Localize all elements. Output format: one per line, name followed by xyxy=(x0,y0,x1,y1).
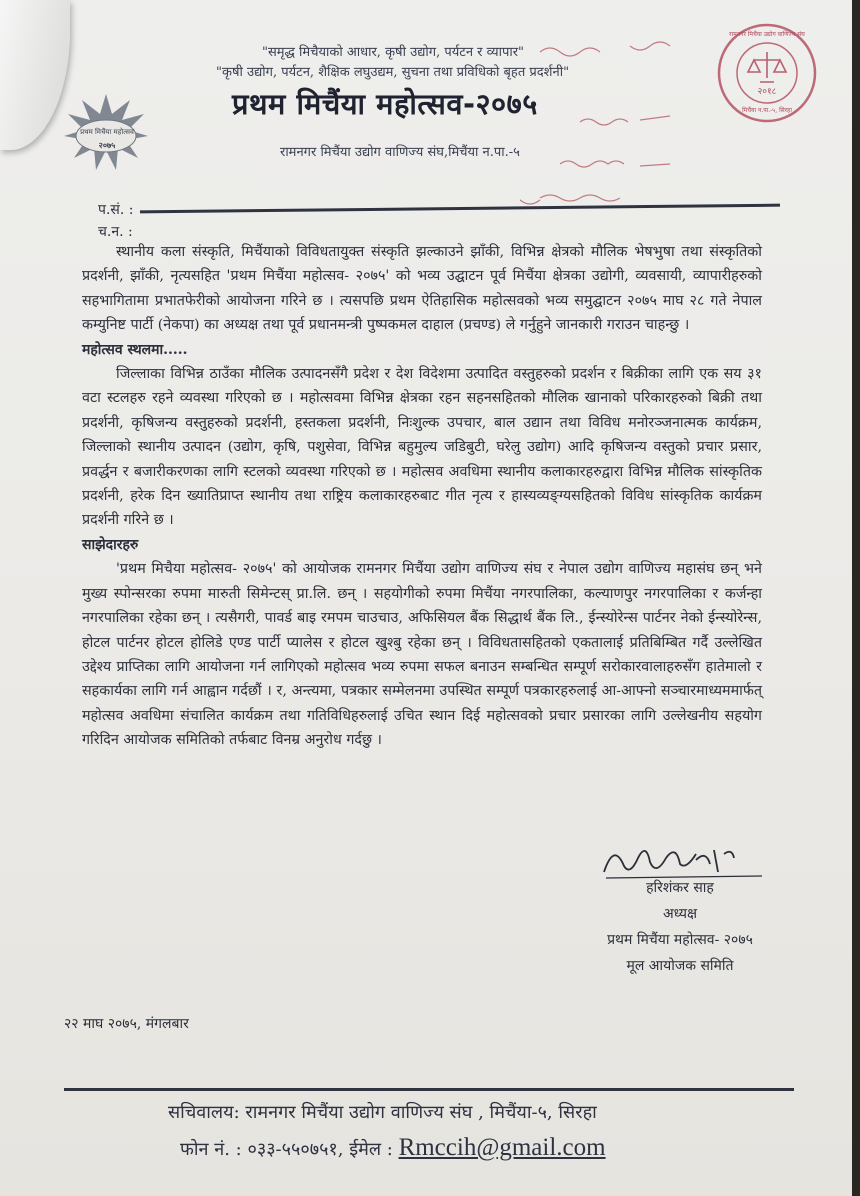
venue-paragraph: जिल्लाका विभिन्न ठाउँका मौलिक उत्पादनसँगै प्रदेश र देश विदेशमा उत्पादित वस्तुहरुको प्रदर्शन र बिक्रीका लागि एक सय ३१ वटा स्टलहरु रहने व्यवस्था गरिएको छ । महोत्सवमा विभिन्न क्षेत्रका रहन सहनसहितको मौलिक खानाको परिकारहरुको बिक्री तथा प्रदर्शनी, कृषिजन्य वस्तुहरुको प्रदर्शनी, हस्तकला प्रदर्शनी, निःशुल्क उपचार, बाल उद्यान तथा विविध मनोरञ्जनात्मक कार्यक्रम, जिल्लाको स्थानीय उत्पादन (उद्योग, कृषि, पशुसेवा, विभिन्न बहुमुल्य जडिबुटी, घरेलु उद्योग) आदि कृषिजन्य वस्तुको प्रचार प्रसार, प्रवर्द्धन र बजारीकरणका लागि स्टलको व्यवस्था गरिएको छ । महोत्सव अवधिमा स्थानीय कलाकारहरुद्वारा विभिन्न मौलिक सांस्कृतिक प्रदर्शनी, हरेक दिन ख्यातिप्राप्त स्थानीय तथा राष्ट्रिय कलाकारहरुबाट गीत नृत्य र हास्यव्यङ्ग्यसहितको विविध सांस्कृतिक कार्यक्रम प्रदर्शनी गरिने छ । xyxy=(82,366,762,529)
letter-body xyxy=(82,240,762,753)
signatory-name: हरिशंकर साह xyxy=(646,880,714,896)
intro-paragraph: स्थानीय कला संस्कृति, मिचैंयाको विविधतायुक्त संस्कृति झल्काउने झाँकी, विभिन्न क्षेत्रको मौलिक भेषभुषा तथा संस्कृतिको प्रदर्शनी, झाँकी, नृत्यसहित 'प्रथम मिचैंया महोत्सव- २०७५' को भव्य उद्घाटन पूर्व मिचैंया क्षेत्रका उद्योगी, व्यवसायी, व्यापारीहरुको सहभागितामा प्रभातफेरीको आयोजना गरिने छ । त्यसपछि प्रथम ऐतिहासिक महोत्सवको भव्य समुद्घाटन २०७५ माघ २८ गते नेपाल कम्युनिष्ट पार्टी (नेकपा) का अध्यक्ष तथा पूर्व प्रधानमन्त्री पुष्पकमल दाहाल (प्रचण्ड) ले गर्नुहुने जानकारी गराउन चाहन्छु । xyxy=(82,244,762,334)
footer-divider xyxy=(64,1088,794,1091)
signatory-event: प्रथम मिचैंया महोत्सव- २०७५ xyxy=(607,932,753,948)
handwritten-scribbles-icon xyxy=(520,40,720,210)
signature-icon xyxy=(596,840,766,882)
seal-year: २०१८ xyxy=(757,87,777,97)
venue-heading: महोत्सव स्थलमा..... xyxy=(82,341,188,358)
motto-line-2: "कृषी उद्योग, पर्यटन, शैक्षिक लघुउद्यम, सुचना तथा प्रविधिको बृहत प्रदर्शनी" xyxy=(216,65,570,80)
signatory-committee: मूल आयोजक समिति xyxy=(626,958,734,974)
organizer-subtitle: रामनगर मिचैंया उद्योग वाणिज्य संघ,मिचैंया न.पा.-५ xyxy=(280,145,520,160)
footer-phone: फोन नं. : ०३३-५५०७५१, ईमेल : xyxy=(180,1139,393,1160)
logo-left-text: प्रथम मिचैंया महोत्सव xyxy=(80,128,134,136)
motto-line-1: "समृद्ध मिचैयाको आधार, कृषी उद्योग, पर्यटन र व्यापार" xyxy=(262,45,525,60)
seal-text-bottom: मिचैंया न.पा.-५, सिरहा xyxy=(742,107,792,114)
chalani-label: च.न. : xyxy=(98,224,133,240)
footer-email[interactable]: Rmccih@gmail.com xyxy=(398,1134,606,1161)
page-title: प्रथम मिचैंया महोत्सव-२०७५ xyxy=(232,87,538,121)
partners-paragraph: 'प्रथम मिचैया महोत्सव- २०७५' को आयोजक रामनगर मिचैंया उद्योग वाणिज्य संघ र नेपाल उद्योग वाणिज्य महासंघ छन् भने मुख्य स्पोन्सरका रुपमा मारुती सिमेन्टस् प्रा.लि. छन् । सहयोगीको रुपमा मिचैंया नगरपालिका, कल्याणपुर नगरपालिका र कर्जन्हा नगरपालिका रहेका छन् । त्यसैगरी, पावर्ड बाइ रमपम चाउचाउ, अफिसियल बैंक सिद्धार्थ बैंक लि., ईन्स्योरेन्स पार्टनर नेको ईन्स्योरेन्स, होटल पार्टनर होटल होलिडे एण्ड पार्टी प्यालेस र होटल खुश्बु रहेका छन् । विविधतासहितको एकतालाई प्रतिबिम्बित गर्दै उल्लेखित उद्देश्य प्राप्तिका लागि आयोजना गर्न लागिएको महोत्सव भव्य रुपमा सफल बनाउन सम्बन्धित सम्पूर्ण सरोकारवालाहरुसँग हातेमालो र सहकार्यका लागि गर्न आह्वान गर्दछौं । र, अन्त्यमा, पत्रकार सम्मेलनमा उपस्थित सम्पूर्ण पत्रकारहरुलाई आ-आफ्नो सञ्चारमाध्यममार्फत् महोत्सव अवधिमा संचालित कार्यक्रम तथा गतिविधिहरुलाई उचित स्थान दिई महोत्सवको प्रचार प्रसारका लागि उल्लेखनीय सहयोग गरिदिन आयोजक समितिको तर्फबाट विनम्र अनुरोध गर्दछु । xyxy=(82,561,762,749)
signatory-role: अध्यक्ष xyxy=(662,906,698,922)
seal-text-top: रामनगर मिचैंया उद्योग वाणिज्य संघ xyxy=(729,31,805,38)
footer-contact xyxy=(180,1134,606,1162)
partners-heading: साझेदारहरु xyxy=(82,536,139,553)
logo-left-year: २०७५ xyxy=(98,140,116,150)
patra-sankhya-label: प.सं. : xyxy=(98,202,134,218)
letter-date: २२ माघ २०७५, मंगलबार xyxy=(64,1016,189,1032)
footer-secretariat: सचिवालय: रामनगर मिचैंया उद्योग वाणिज्य संघ , मिचैंया-५, सिरहा xyxy=(168,1102,597,1123)
